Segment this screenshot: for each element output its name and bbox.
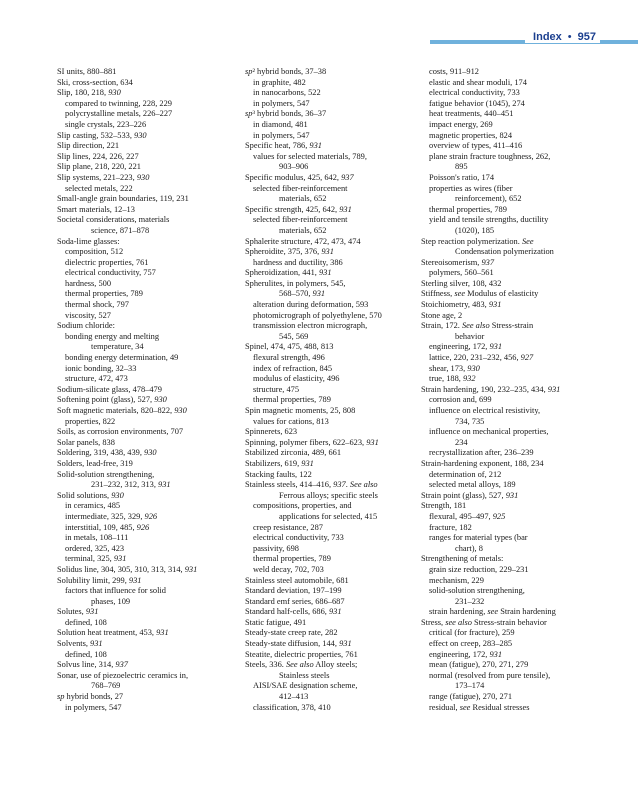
index-subentry: in graphite, 482 — [253, 77, 306, 87]
index-subentry: fracture, 182 — [429, 522, 472, 532]
index-entry-continuation: 231–232 — [455, 596, 485, 606]
index-subentry: in polymers, 547 — [253, 98, 310, 108]
index-subentry: bonding energy and melting — [65, 331, 160, 341]
index-entry-continuation: reinforcement), 652 — [455, 194, 522, 204]
index-entry-continuation: temperature, 34 — [91, 342, 144, 352]
index-entry-continuation: (1020), 185 — [455, 225, 495, 235]
index-subentry: weld decay, 702, 703 — [253, 564, 324, 574]
running-header — [0, 0, 638, 58]
index-entry: Strength, 181 — [421, 501, 467, 511]
index-entry: Soda-lime glasses: — [57, 236, 120, 246]
index-entry: Specific strength, 425, 642, 931 — [245, 204, 352, 214]
index-subentry: flexural, 495–497, 925 — [429, 511, 506, 521]
index-subentry: bonding energy determination, 49 — [65, 353, 179, 363]
index-entry: Specific heat, 786, 931 — [245, 141, 322, 151]
index-subentry: true, 188, 932 — [429, 374, 476, 384]
index-subentry: in nanocarbons, 522 — [253, 88, 321, 98]
index-entry: Solutes, 931 — [57, 607, 99, 617]
index-entry: Solders, lead-free, 319 — [57, 458, 133, 468]
index-subentry: modulus of elasticity, 496 — [253, 374, 340, 384]
index-subentry: photomicrograph of polyethylene, 570 — [253, 310, 382, 320]
header-separator: • — [567, 31, 572, 43]
index-subentry: AISI/SAE designation scheme, — [253, 681, 358, 691]
index-entry: Societal considerations, materials — [57, 215, 170, 225]
index-entry: Spherulites, in polymers, 545, — [245, 278, 346, 288]
index-subentry: selected fiber-reinforcement — [253, 183, 348, 193]
index-entry: Spinnerets, 623 — [245, 427, 298, 437]
index-entry: Sphalerite structure, 472, 473, 474 — [245, 236, 361, 246]
index-entry: Solar panels, 838 — [57, 437, 115, 447]
index-entry: Stainless steels, 414–416, 937. See also — [245, 480, 378, 490]
index-entry: Stainless steel automobile, 681 — [245, 575, 349, 585]
index-entry: Soft magnetic materials, 820–822, 930 — [57, 406, 187, 415]
index-entry: Soldering, 319, 438, 439, 930 — [57, 448, 157, 458]
index-entry: Solidus line, 304, 305, 310, 313, 314, 931 — [57, 564, 198, 574]
index-subentry: selected fiber-reinforcement — [253, 215, 348, 225]
index-entry: Step reaction polymerization. See — [421, 236, 534, 246]
index-entry: Solubility limit, 299, 931 — [57, 575, 142, 585]
index-entry-continuation: 545, 569 — [279, 331, 309, 341]
index-entry: Solid-solution strengthening, — [57, 469, 155, 479]
index-subentry: influence on electrical resistivity, — [429, 406, 541, 415]
index-subentry: overview of types, 411–416 — [429, 141, 523, 151]
index-entry: Stacking faults, 122 — [245, 469, 312, 479]
index-entry: Steady-state diffusion, 144, 931 — [245, 639, 352, 649]
index-entry: Slip direction, 221 — [57, 141, 120, 151]
index-subentry: defined, 108 — [65, 649, 107, 659]
index-entry: Sodium chloride: — [57, 321, 115, 331]
index-entry: Solution heat treatment, 453, 931 — [57, 628, 169, 638]
index-subentry: hardness and ductility, 386 — [253, 257, 343, 267]
index-entry: Stoichiometry, 483, 931 — [421, 300, 502, 310]
index-subentry: magnetic properties, 824 — [429, 130, 513, 140]
index-entry: Strain, 172. See also Stress-strain — [421, 321, 534, 331]
index-subentry: index of refraction, 845 — [253, 363, 333, 373]
index-entry: Strain-hardening exponent, 188, 234 — [421, 458, 544, 468]
index-entry: Standard half-cells, 686, 931 — [245, 607, 342, 617]
index-entry: Sodium-silicate glass, 478–479 — [57, 384, 162, 394]
index-entry: Stone age, 2 — [421, 310, 463, 320]
index-subentry: passivity, 698 — [253, 543, 299, 553]
index-subentry: recrystallization after, 236–239 — [429, 448, 534, 458]
index-entry: Slip systems, 221–223, 930 — [57, 172, 150, 182]
index-entry: Steatite, dielectric properties, 761 — [245, 649, 358, 659]
index-entry: Sonar, use of piezoelectric ceramics in, — [57, 670, 189, 680]
index-subentry: terminal, 325, 931 — [65, 554, 127, 564]
index-subentry: influence on mechanical properties, — [429, 427, 549, 437]
index-entry: sp³ hybrid bonds, 36–37 — [245, 109, 327, 119]
index-entry: Softening point (glass), 527, 930 — [57, 395, 167, 405]
index-entry-continuation: behavior — [455, 331, 485, 341]
index-entry-continuation: applications for selected, 415 — [279, 511, 378, 521]
index-entry: Smart materials, 12–13 — [57, 204, 135, 214]
header-title: Index — [533, 31, 562, 43]
index-subentry: single crystals, 223–226 — [65, 119, 147, 129]
index-column-3 — [421, 67, 603, 713]
index-entry: Sterling silver, 108, 432 — [421, 278, 502, 288]
index-subentry: alteration during deformation, 593 — [253, 300, 369, 310]
index-entry: Stereoisomerism, 937 — [421, 257, 495, 267]
index-subentry: properties, 822 — [65, 416, 116, 426]
page-number: 957 — [577, 31, 596, 43]
index-subentry: fatigue behavior (1045), 274 — [429, 98, 525, 108]
index-subentry: plane strain fracture toughness, 262, — [429, 151, 551, 161]
index-entry-continuation: 231–232, 312, 313, 931 — [91, 480, 171, 490]
index-subentry: structure, 472, 473 — [65, 374, 128, 384]
index-subentry: creep resistance, 287 — [253, 522, 323, 532]
index-entry: Solvents, 931 — [57, 639, 103, 649]
index-entry-continuation: 734, 735 — [455, 416, 485, 426]
index-subentry: properties as wires (fiber — [429, 183, 513, 193]
index-entry-continuation: Stainless steels — [279, 670, 330, 680]
index-subentry: values for cations, 813 — [253, 416, 329, 426]
index-subentry: factors that influence for solid — [65, 586, 166, 596]
index-subentry: in polymers, 547 — [65, 702, 122, 712]
index-subentry: impact energy, 269 — [429, 119, 493, 129]
index-subentry: intermediate, 325, 329, 926 — [65, 511, 158, 521]
index-entry-continuation: 568–570, 931 — [279, 289, 326, 299]
index-entry: Steady-state creep rate, 282 — [245, 628, 338, 638]
index-entry: Strengthening of metals: — [421, 554, 504, 564]
index-subentry: range (fatigue), 270, 271 — [429, 692, 513, 702]
index-subentry: ranges for material types (bar — [429, 533, 528, 543]
index-subentry: compositions, properties, and — [253, 501, 352, 511]
index-subentry: defined, 108 — [65, 617, 107, 627]
index-subentry: residual, see Residual stresses — [429, 702, 530, 712]
index-subentry: polymers, 560–561 — [429, 268, 494, 278]
index-entry: Strain hardening, 190, 232–235, 434, 931 — [421, 384, 561, 394]
index-entry: Spin magnetic moments, 25, 808 — [245, 406, 356, 415]
index-entry: Soils, as corrosion environments, 707 — [57, 427, 184, 437]
index-subentry: lattice, 220, 231–232, 456, 927 — [429, 353, 534, 363]
index-entry: Solvus line, 314, 937 — [57, 660, 128, 670]
index-entry: Spheroidization, 441, 931 — [245, 268, 332, 278]
index-entry-continuation: phases, 109 — [91, 596, 131, 606]
index-entry-continuation: materials, 652 — [279, 225, 327, 235]
index-subentry: effect on creep, 283–285 — [429, 639, 513, 649]
index-subentry: shear, 173, 930 — [429, 363, 480, 373]
index-entry: Ski, cross-section, 634 — [57, 77, 133, 87]
index-entry-continuation: 903–906 — [279, 162, 309, 172]
index-subentry: in ceramics, 485 — [65, 501, 121, 511]
index-subentry: electrical conductivity, 757 — [65, 268, 156, 278]
index-entry: Stabilizers, 619, 931 — [245, 458, 314, 468]
index-subentry: grain size reduction, 229–231 — [429, 564, 529, 574]
index-subentry: classification, 378, 410 — [253, 702, 331, 712]
index-subentry: thermal properties, 789 — [253, 554, 331, 564]
index-subentry: ordered, 325, 423 — [65, 543, 125, 553]
index-entry: sp hybrid bonds, 27 — [57, 692, 124, 702]
index-subentry: dielectric properties, 761 — [65, 257, 149, 267]
index-subentry: interstitial, 109, 485, 926 — [65, 522, 150, 532]
index-entry: Stiffness, see Modulus of elasticity — [421, 289, 539, 299]
index-subentry: engineering, 172, 931 — [429, 342, 503, 352]
index-subentry: electrical conductivity, 733 — [429, 88, 520, 98]
index-subentry: thermal properties, 789 — [253, 395, 331, 405]
index-entry-continuation: 234 — [455, 437, 468, 447]
index-column-1 — [57, 67, 233, 713]
index-subentry: electrical conductivity, 733 — [253, 533, 344, 543]
index-subentry: viscosity, 527 — [65, 310, 111, 320]
index-subentry: ionic bonding, 32–33 — [65, 363, 137, 373]
index-subentry: normal (resolved from pure tensile), — [429, 670, 551, 680]
index-entry: Slip, 180, 218, 930 — [57, 88, 121, 98]
index-subentry: costs, 911–912 — [429, 67, 479, 76]
index-subentry: polycrystalline metals, 226–227 — [65, 109, 173, 119]
index-subentry: selected metal alloys, 189 — [429, 480, 516, 490]
index-subentry: transmission electron micrograph, — [253, 321, 368, 331]
index-subentry: mean (fatigue), 270, 271, 279 — [429, 660, 529, 670]
index-entry: Slip casting, 532–533, 930 — [57, 130, 147, 140]
index-subentry: yield and tensile strengths, ductility — [429, 215, 549, 225]
index-entry-continuation: Ferrous alloys; specific steels — [279, 490, 378, 500]
index-entry-continuation: 412–413 — [279, 692, 309, 702]
index-subentry: Poisson's ratio, 174 — [429, 172, 495, 182]
index-subentry: hardness, 500 — [65, 278, 112, 288]
index-subentry: strain hardening, see Strain hardening — [429, 607, 556, 617]
index-entry: Slip plane, 218, 220, 221 — [57, 162, 141, 172]
index-subentry: engineering, 172, 931 — [429, 649, 503, 659]
index-subentry: in diamond, 481 — [253, 119, 308, 129]
index-entry: Stabilized zirconia, 489, 661 — [245, 448, 342, 458]
index-subentry: composition, 512 — [65, 247, 124, 257]
index-subentry: in metals, 108–111 — [65, 533, 129, 543]
index-entry: Spinning, polymer fibers, 622–623, 931 — [245, 437, 379, 447]
index-subentry: values for selected materials, 789, — [253, 151, 367, 161]
index-entry: Slip lines, 224, 226, 227 — [57, 151, 139, 161]
index-entry: Steels, 336. See also Alloy steels; — [245, 660, 358, 670]
index-entry: Small-angle grain boundaries, 119, 231 — [57, 194, 189, 204]
index-subentry: structure, 475 — [253, 384, 300, 394]
index-entry-continuation: science, 871–878 — [91, 225, 150, 235]
index-subentry: elastic and shear moduli, 174 — [429, 77, 527, 87]
index-subentry: corrosion and, 699 — [429, 395, 492, 405]
index-entry: Spinel, 474, 475, 488, 813 — [245, 342, 334, 352]
index-subentry: thermal properties, 789 — [429, 204, 507, 214]
index-subentry: solid-solution strengthening, — [429, 586, 525, 596]
index-entry: Spheroidite, 375, 376, 931 — [245, 247, 334, 257]
index-subentry: flexural strength, 496 — [253, 353, 325, 363]
index-subentry: determination of, 212 — [429, 469, 502, 479]
index-entry: Strain point (glass), 527, 931 — [421, 490, 519, 500]
index-entry-continuation: 768–769 — [91, 681, 121, 691]
index-subentry: compared to twinning, 228, 229 — [65, 98, 172, 108]
index-entry: sp² hybrid bonds, 37–38 — [245, 67, 327, 76]
index-entry: Standard emf series, 686–687 — [245, 596, 345, 606]
index-entry: Static fatigue, 491 — [245, 617, 307, 627]
index-entry: Standard deviation, 197–199 — [245, 586, 342, 596]
index-subentry: heat treatments, 440–451 — [429, 109, 514, 119]
index-entry-continuation: 173–174 — [455, 681, 485, 691]
index-entry-continuation: Condensation polymerization — [455, 247, 554, 257]
index-subentry: critical (for fracture), 259 — [429, 628, 515, 638]
index-entry-continuation: 895 — [455, 162, 468, 172]
index-entry-continuation: chart), 8 — [455, 543, 483, 553]
index-subentry: selected metals, 222 — [65, 183, 133, 193]
index-column-2 — [245, 67, 417, 713]
index-subentry: mechanism, 229 — [429, 575, 484, 585]
index-subentry: thermal shock, 797 — [65, 300, 129, 310]
header-text — [525, 31, 600, 43]
index-entry-continuation: materials, 652 — [279, 194, 327, 204]
index-entry: Specific modulus, 425, 642, 937 — [245, 172, 354, 182]
index-entry: SI units, 880–881 — [57, 67, 117, 76]
index-entry: Stress, see also Stress-strain behavior — [421, 617, 547, 627]
index-subentry: in polymers, 547 — [253, 130, 310, 140]
index-subentry: thermal properties, 789 — [65, 289, 143, 299]
index-entry: Solid solutions, 930 — [57, 490, 124, 500]
